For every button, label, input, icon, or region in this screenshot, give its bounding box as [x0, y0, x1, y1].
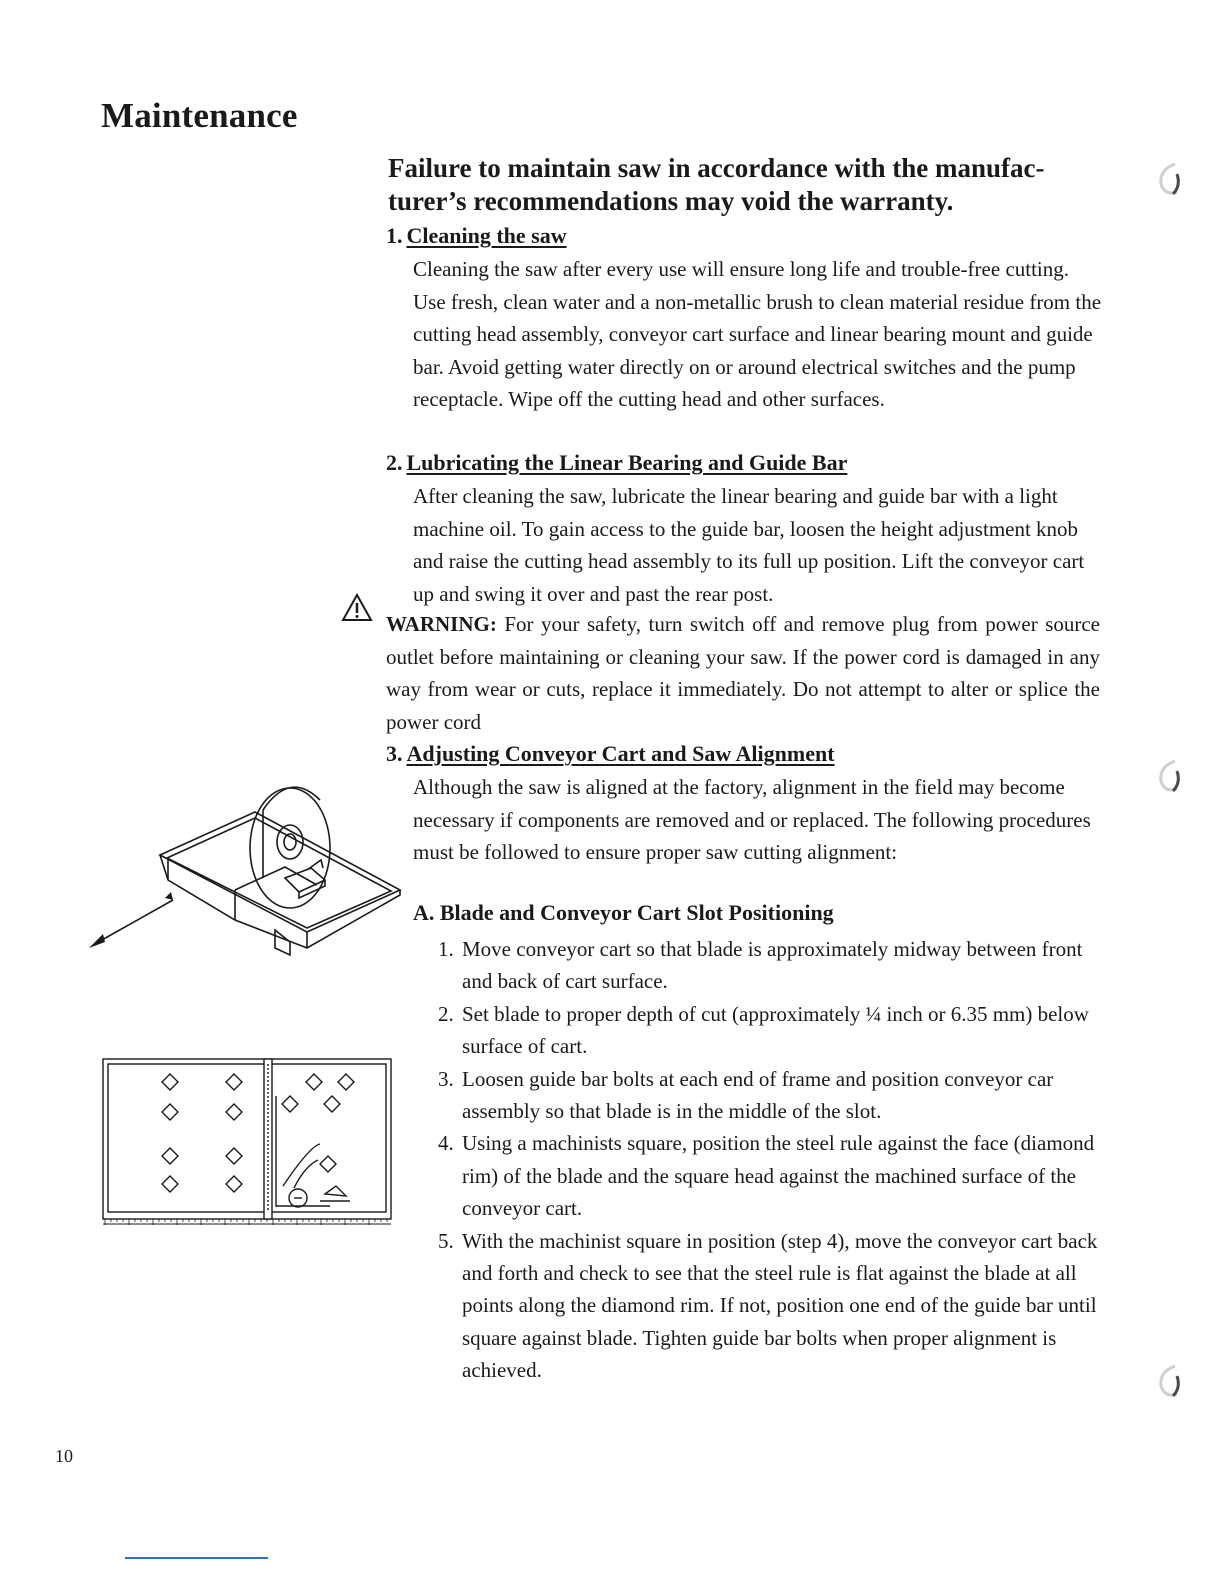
section-1-number: 1.: [386, 223, 403, 248]
section-2-number: 2.: [386, 450, 403, 475]
step-number: 4.: [438, 1131, 454, 1156]
step-number: 1.: [438, 937, 454, 961]
alignment-top-view-diagram: [100, 1056, 396, 1226]
step-item: [438, 998, 1098, 1063]
step-number: 3.: [438, 1066, 454, 1091]
section-3-heading: [386, 741, 835, 767]
page-number: 10: [55, 1446, 73, 1466]
step-text: Set blade to proper depth of cut (approximately ¼ inch or 6.35 mm) below surface of cart.: [462, 1001, 1089, 1059]
step-item: [438, 1127, 1098, 1224]
footer-line: [125, 1557, 268, 1559]
section-2-title: Lubricating the Linear Bearing and Guide Bar: [406, 450, 848, 475]
warning-label: WARNING:: [386, 612, 497, 636]
step-text: Using a machinists square, position the steel rule against the face (diamond rim) of the blade and the square head against the machined surface of the conveyor cart.: [462, 1131, 1095, 1221]
step-item: [438, 1063, 1098, 1128]
warning-triangle-icon: [341, 593, 373, 623]
section-3-title: Adjusting Conveyor Cart and Saw Alignment: [406, 741, 835, 766]
section-1-heading: [386, 223, 567, 249]
step-number: 5.: [438, 1228, 454, 1253]
binder-hole-icon: [1155, 160, 1183, 200]
section-3-number: 3.: [386, 741, 403, 766]
section-1-body: Cleaning the saw after every use will ensure long life and trouble-free cutting. Use fresh, clean water and a non-metallic brush to clean material residue from the cutting head assembly, conveyor cart surface and linear bearing mount and guide bar. Avoid getting water directly on or around electrical switches and the pump receptacle. Wipe off the cutting head and other surfaces.: [413, 257, 1102, 412]
step-text: Loosen guide bar bolts at each end of frame and position conveyor car assembly so that blade is in the middle of the slot.: [462, 1066, 1054, 1124]
step-text: With the machinist square in position (step 4), move the conveyor cart back and forth and check to see that the steel rule is flat against the blade at all points along the diamond rim. If not, position one end of the guide bar until square against blade. Tighten guide bar bolts when proper alignment is achieved.: [462, 1228, 1098, 1383]
step-item: [438, 1225, 1098, 1387]
section-2-body: After cleaning the saw, lubricate the linear bearing and guide bar with a light machine oil. To gain access to the guide bar, loosen the height adjustment knob and raise the cutting head assembly to its full up position. Lift the conveyor cart up and swing it over and past the rear post.: [413, 484, 1085, 606]
subsection-heading: A. Blade and Conveyor Cart Slot Positioning: [413, 900, 834, 925]
section-3-body: Although the saw is aligned at the factory, alignment in the field may become necessary if components are removed and or replaced. The following procedures must be followed to ensure proper saw cutting alignment:: [413, 775, 1091, 865]
step-number: 2.: [438, 1001, 454, 1026]
alignment-steps: [438, 933, 1098, 1387]
warning-body: For your safety, turn switch off and remove plug from power source outlet before maintaining or cleaning your saw. If the power cord is damaged in any way from wear or cuts, replace it immediately. Do not attempt to alter or splice the power cord: [386, 612, 1100, 734]
step-item: [438, 933, 1098, 998]
binder-hole-icon: [1155, 1362, 1183, 1402]
step-text: Move conveyor cart so that blade is approximately midway between front and back of cart surface.: [462, 937, 1083, 994]
section-2-heading: [386, 450, 847, 476]
section-1-title: Cleaning the saw: [406, 223, 567, 248]
warning-text: [386, 608, 1100, 738]
warranty-notice: Failure to maintain saw in accordance with the manufacturer’s recommendations may void the warranty.: [388, 153, 1045, 216]
binder-hole-icon: [1155, 757, 1183, 797]
page-title: Maintenance: [101, 96, 298, 135]
saw-cart-illustration: [85, 760, 405, 960]
